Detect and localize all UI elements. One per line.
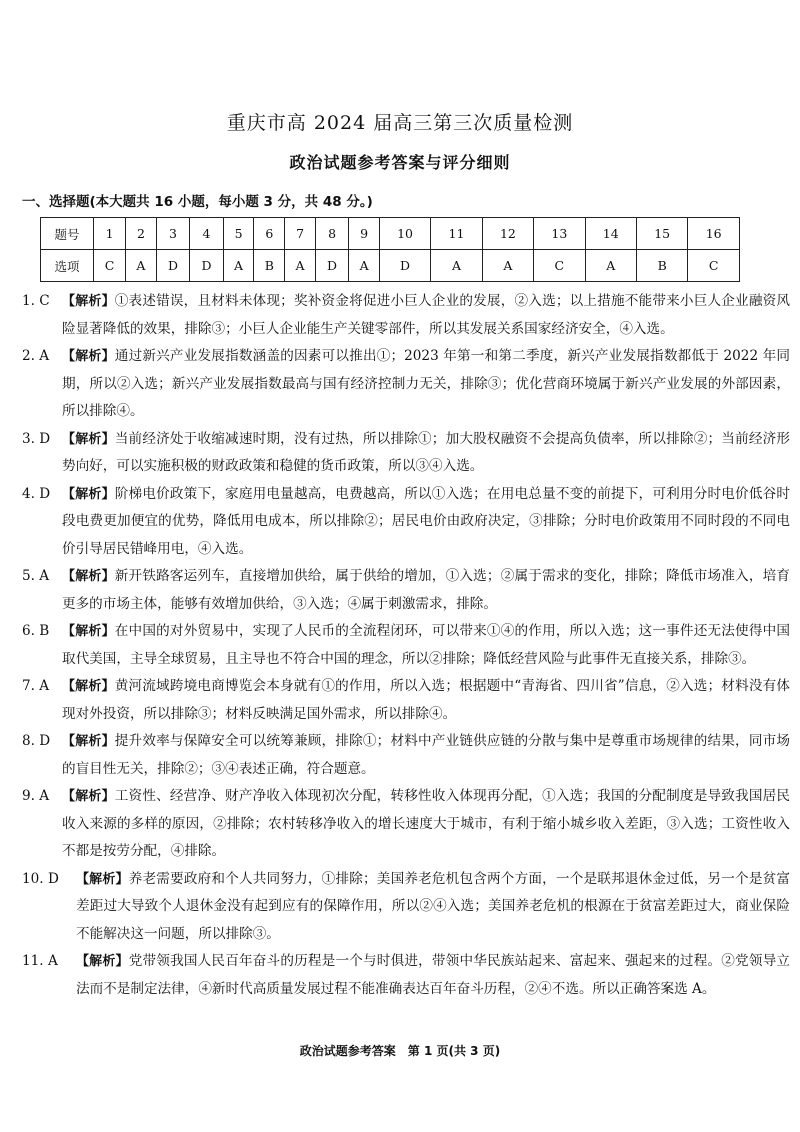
explanation-item: [22, 728, 790, 783]
answer-cell: A: [431, 250, 482, 282]
item-body: [62, 481, 790, 564]
number-row: [41, 218, 740, 250]
item-body: [62, 343, 790, 426]
item-body: [62, 288, 790, 343]
analysis-text: 当前经济处于收缩减速时期，没有过热，所以排除①；加大股权融资不会提高负债率，所以排除②；当前经济形势向好，可以实施积极的财政政策和稳健的货币政策，所以③④入选。: [62, 430, 790, 474]
explanation-item: [22, 343, 790, 426]
question-number-cell: 10: [379, 218, 430, 250]
answer-cell: A: [585, 250, 636, 282]
item-body: [62, 563, 790, 618]
question-number-cell: 6: [254, 218, 285, 250]
answer-cell: A: [349, 250, 380, 282]
item-number: 3. D: [22, 430, 51, 447]
item-number: 7. A: [22, 678, 50, 694]
answer-cell: A: [482, 250, 533, 282]
answer-cell: B: [636, 250, 687, 282]
question-number-cell: 15: [636, 218, 687, 250]
analysis-text: 新开铁路客运列车，直接增加供给，属于供给的增加，①入选；②属于需求的变化，排除；降低市场准入，培育更多的市场主体，能够有效增加供给，③入选；④属于刺激需求，排除。: [62, 568, 790, 612]
answer-table: [40, 217, 740, 282]
item-number: 2. A: [22, 348, 50, 364]
item-number: 11. A: [22, 953, 58, 969]
question-number-cell: 4: [190, 218, 224, 250]
analysis-tag: 【解析】: [62, 624, 115, 639]
explanation-item: [22, 673, 790, 728]
analysis-text: 在中国的对外贸易中，实现了人民币的全流程闭环，可以带来①④的作用，所以入选；这一事件还无法使得中国取代美国，主导全球贸易，且主导也不符合中国的理念，所以②排除；降低经营风险与此事件无直接关系，排除③。: [62, 623, 790, 667]
item-body: [76, 866, 790, 949]
explanation-item: [22, 481, 790, 564]
question-number-cell: 8: [315, 218, 349, 250]
item-number: 1. C: [22, 293, 50, 309]
explanation-item: [22, 866, 790, 949]
item-number: 6. B: [22, 623, 50, 639]
answer-cell: D: [315, 250, 349, 282]
analysis-tag: 【解析】: [62, 431, 115, 447]
question-number-cell: 5: [223, 218, 254, 250]
item-body: [62, 618, 790, 673]
analysis-tag: 【解析】: [62, 486, 115, 502]
analysis-tag: 【解析】: [62, 679, 115, 694]
answer-cell: C: [688, 250, 740, 282]
question-number-cell: 11: [431, 218, 482, 250]
answer-cell: A: [126, 250, 157, 282]
analysis-tag: 【解析】: [62, 569, 115, 584]
explanation-item: [22, 948, 790, 1003]
analysis-text: 阶梯电价政策下，家庭用电量越高，电费越高，所以①入选；在用电总量不变的前提下，可利用分时电价低谷时段电费更加便宜的优势，降低用电成本，所以排除②；居民电价由政府决定，③排除；分时电价政策用不同时段的不同电价引导居民错峰用电，④入选。: [62, 485, 790, 557]
analysis-text: 通过新兴产业发展指数涵盖的因素可以推出①；2023 年第一和第二季度，新兴产业发展指数都低于 2022 年同期，所以②入选；新兴产业发展指数最高与国有经济控制力无关，排除③；优化营商环境属于新兴产业发展的外部因素，所以排除④。: [62, 348, 790, 419]
question-number-cell: 14: [585, 218, 636, 250]
section-heading: 一、选择题(本大题共 16 小题，每小题 3 分，共 48 分。): [22, 194, 373, 210]
answer-cell: A: [285, 250, 316, 282]
answer-cell: A: [223, 250, 254, 282]
analysis-text: 党带领我国人民百年奋斗的历程是一个与时俱进，带领中华民族站起来、富起来、强起来的过程。②党领导立法而不是制定法律，④新时代高质量发展过程不能准确表达百年奋斗历程，②④不选。所以正确答案选 A。: [76, 953, 790, 997]
item-number: 9. A: [22, 788, 50, 804]
question-number-cell: 1: [94, 218, 126, 250]
question-number-cell: 3: [156, 218, 190, 250]
explanation-item: [22, 426, 790, 481]
answer-cell: C: [94, 250, 126, 282]
question-number-cell: 13: [534, 218, 585, 250]
answer-cell: B: [254, 250, 285, 282]
answer-cell: D: [379, 250, 430, 282]
item-body: [62, 426, 790, 481]
explanation-item: [22, 618, 790, 673]
analysis-text: 黄河流域跨境电商博览会本身就有①的作用，所以入选；根据题中“青海省、四川省”信息，②入选；材料没有体现对外投资，所以排除③；材料反映满足国外需求，所以排除④。: [62, 678, 790, 722]
item-body: [62, 783, 790, 866]
answer-cell: D: [156, 250, 190, 282]
item-body: [62, 728, 790, 783]
question-number-cell: 12: [482, 218, 533, 250]
analysis-tag: 【解析】: [76, 954, 129, 969]
question-number-cell: 16: [688, 218, 740, 250]
item-body: [76, 948, 790, 1003]
explanation-list: [22, 288, 790, 1003]
question-number-cell: 7: [285, 218, 316, 250]
analysis-text: 提升效率与保障安全可以统筹兼顾，排除①；材料中产业链供应链的分散与集中是尊重市场规律的结果，同市场的盲目性无关，排除②；③④表述正确，符合题意。: [62, 733, 790, 777]
row-label-answer: 选项: [41, 250, 94, 282]
item-number: 5. A: [22, 568, 50, 584]
answer-cell: D: [190, 250, 224, 282]
explanation-item: [22, 783, 790, 866]
item-number: 10. D: [22, 870, 59, 887]
analysis-text: 工资性、经营净、财产净收入体现初次分配，转移性收入体现再分配，①入选；我国的分配制度是导致我国居民收入来源的多样的原因，②排除；农村转移净收入的增长速度大于城市，有利于缩小城乡收入差距，③入选；工资性收入不都是按劳分配，④排除。: [62, 788, 790, 859]
question-number-cell: 9: [349, 218, 380, 250]
answer-cell: C: [534, 250, 585, 282]
explanation-item: [22, 563, 790, 618]
document-title: 重庆市高 2024 届高三第三次质量检测: [226, 112, 574, 134]
explanation-item: [22, 288, 790, 343]
item-number: 4. D: [22, 485, 51, 502]
analysis-tag: 【解析】: [62, 349, 115, 364]
document-subtitle: 政治试题参考答案与评分细则: [289, 153, 511, 172]
question-number-cell: 2: [126, 218, 157, 250]
analysis-text: ①表述错误，且材料未体现；奖补资金将促进小巨人企业的发展，②入选；以上措施不能带来小巨人企业融资风险显著降低的效果，排除③；小巨人企业能生产关键零部件，所以其发展关系国家经济安全，④入选。: [62, 293, 790, 337]
analysis-text: 养老需要政府和个人共同努力，①排除；美国养老危机包含两个方面，一个是联邦退休金过低，另一个是贫富差距过大导致个人退休金没有起到应有的保障作用，所以②④入选；美国养老危机的根源在于贫富差距过大，商业保险不能解决这一问题，所以排除③。: [76, 870, 790, 942]
analysis-tag: 【解析】: [76, 871, 129, 887]
analysis-tag: 【解析】: [62, 294, 115, 309]
analysis-tag: 【解析】: [62, 789, 115, 804]
answer-row: [41, 250, 740, 282]
item-body: [62, 673, 790, 728]
row-label-number: 题号: [41, 218, 94, 250]
page-footer: 政治试题参考答案 第 1 页(共 3 页): [299, 1044, 501, 1058]
item-number: 8. D: [22, 733, 51, 749]
analysis-tag: 【解析】: [62, 734, 115, 749]
